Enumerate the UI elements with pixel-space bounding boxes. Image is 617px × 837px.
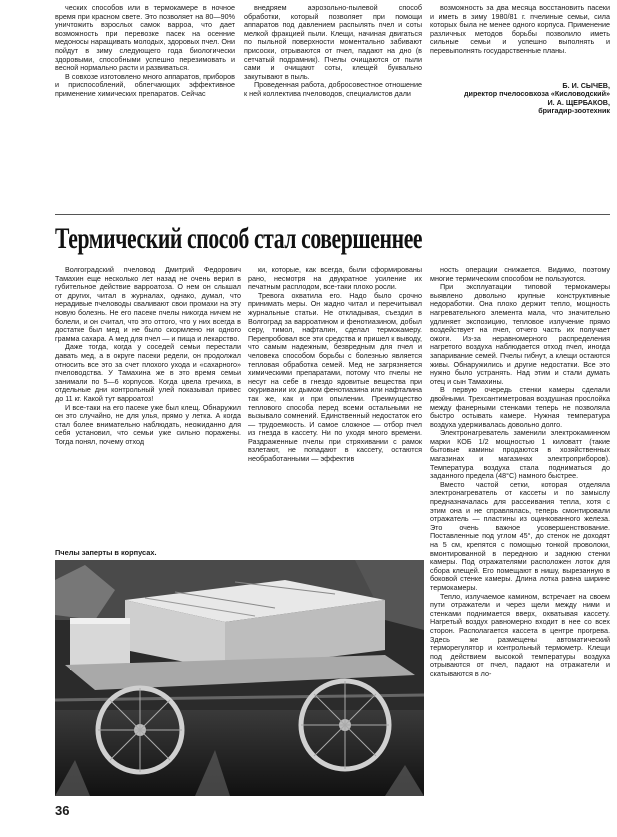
article-column-2	[248, 266, 422, 464]
paragraph: Даже тогда, когда у соседей семьи перестали давать мед, а в округе пасеки редели, он продолжал относить все это за счет плохого ухода и «сахарного» пчеловодства. У Тамахина же в это время семьи занимали по 5—6 корпусов. Когда цвела гречиха, в отдельные дни контрольный улей показывал привес до 11 кг. Какой тут варроатоз!	[55, 342, 241, 403]
paragraph: Вместо частой сетки, которая отделяла электронагреватель от кассеты и по замыслу предназначалась для рассеивания тепла, хотя с этим она и не справлялась, теперь смонтировали отражатель — пластины из оцинкованного железа. Это очень важное усовершенствование. Поставленные под углом 45°, до стенок не доходят на 5 см, крепятся с помощью тонкой проволоки, вмонтированной в переднюю и заднюю стенки камеры. Под отражателями расположен лоток для сбора клещей. Его помещают в нишу, вырезанную в боковой стенке камеры. Длина лотка равна ширине термокамеры.	[430, 479, 610, 592]
article-headline: Термический способ стал совершеннее	[55, 222, 423, 255]
top-column-1	[55, 4, 235, 99]
cart-wheel-right	[301, 681, 389, 769]
paragraph: ки, которые, как всегда, были сформированы рано, несмотря на двукратное усиление их печатным расплодом, все-таки плохо росли.	[248, 265, 422, 292]
signature-name-2: И. А. ЩЕРБАКОВ,	[547, 97, 610, 107]
page-number: 36	[55, 803, 70, 818]
signature-role-1: директор пчелосовхоза «Кисловодский»	[463, 89, 610, 99]
paragraph: ческих способов или в термокамере в ночное время при красном свете. Это позволяет на 80—90% уничтожить взрослых самок варроа, что дает возможность при перевозке пасек на осенние медоносы наращивать молодых, здоровых пчел. Они пойдут в зиму следующего года биологически здоровыми, способными успешно перезимовать и весной нормально расти и развиваться.	[55, 3, 235, 73]
paragraph: Тревога охватила его. Надо было срочно принимать меры. Он жадно читал и перечитывал журнальные статьи. Не откладывая, съездил в Волгоград за варроатином и фенотиазином, добыл серу, тимол, нафталин, сделал термокамеру. Перепробовал все эти средства и пришел к выводу, что самым надежным, безвредным для пчел и человека способом борьбы с болезнью является тепловая обработка семей. Мед не загрязняется химическими препаратами, потому что пчелы не несут на себе в гнездо ядовитые вещества при окуривании их дымом фенотиазина или нафталина так же, как и при опылении. Преимущество теплового способа перед всеми остальными не вызывало сомнений. Единственный недостаток его — трудоемкость. И самое сложное — отбор пчел из гнезда в кассету. Ни по уходя много времени. Раздраженные пчелы при стряхивании с рамок взлетают, не попадают в кассету, остаются необработанными — эффектив	[248, 290, 422, 464]
paragraph: Тепло, излучаемое камином, встречает на своем пути отражатели и через щели между ними и стенками поднимается вверх, охватывая кассету. Нагретый воздух равномерно входит в нее со всех сторон. Располагается кассета в центре прогрева. Здесь же размещены автоматический терморегулятор и контрольный термометр. Клещи под действием высокой температуры воздуха отрываются от пчел, падают на отражатели и скатываются в ло-	[430, 591, 610, 678]
paragraph: В совхозе изготовлено много аппаратов, приборов и приспособлений, облегчающих эффективное применение химических препаратов. Сейчас	[55, 71, 235, 98]
beehive-photo	[55, 560, 424, 796]
photo-caption: Пчелы заперты в корпусах.	[55, 548, 157, 557]
top-column-3	[430, 4, 610, 116]
signature-role-2: бригадир-зоотехник	[538, 106, 610, 116]
signature-block	[430, 82, 610, 116]
article-column-1	[55, 266, 241, 446]
article-column-3	[430, 266, 610, 679]
section-divider	[55, 214, 610, 215]
paragraph: В первую очередь стенки камеры сделали двойными. Трехсантиметровая воздушная прослойка между фанерными стенками теперь не позволяла быстро остывать камере. Нужная температура воздуха удерживалась довольно долго.	[430, 385, 610, 429]
paragraph: Проведенная работа, добросовестное отношение к ней коллектива пчеловодов, специалистов дали	[244, 80, 422, 98]
paragraph: Волгоградский пчеловод Дмитрий Федорович Тамахин еще несколько лет назад не очень верил в губительное действие варроатоза. О нем он слышал от других, читал в журналах, однако, думал, что нерадивые пчеловоды сваливают свои промахи на эту новую болезнь. Не его пасеке пчелы никогда ничем не болели, и он считал, что это оттого, что у них всегда в достатке был мед и не было скормлено ни одного грамма сахара. А мед для пчел — и пища и лекарство.	[55, 265, 241, 343]
paragraph: И все-таки на его пасеке уже был клещ. Обнаружил он это случайно, не для улья, прямо у летка. А когда стал более внимательно наблюдать, неожиданно для себя установил, что семьи уже сильно поражены. Тогда понял, почему отход	[55, 402, 241, 446]
top-column-2	[244, 4, 422, 99]
paragraph: Электронагреватель заменили электрокаминном марки КОБ 1/2 мощностью 1 киловатт (такие бытовые камины продаются в хозяйственных магазинах и магазинах электроприборов). Температура воздуха стала подниматься до заданного предела (48°С) намного быстрее.	[430, 428, 610, 481]
paragraph: При эксплуатации типовой термокамеры выявлено довольно крупные конструктивные недоработки. Она плохо держит тепло, мощность нагревательного элемента мала, что значительно удлиняет экспозицию, тепловое излучение прямо воздействует на пчел, отчего часть их получает ожоги. Из-за неравномерного распределения нагретого воздуха наблюдается отход пчел, иногда запаривание семей. Пчелы гибнут, а клещи остаются живы. Обнаружились и другие недостатки. Все это нужно было устранять. Над этим и стали думать отец и сын Тамахины.	[430, 282, 610, 386]
paragraph: ность операции снижается. Видимо, поэтому многие термическим способом не пользуются.	[430, 265, 610, 283]
paragraph: возможность за два месяца восстановить пасеки и иметь в зиму 1980/81 г. пчелиные семьи, сила которых была не менее одного корпуса. Применение различных методов борьбы позволило иметь сильные семьи и успешно выполнять и перевыполнять государственные планы.	[430, 3, 610, 55]
cart-wheel-left	[98, 688, 182, 772]
paragraph: внедряем аэрозольно-пылевой способ обработки, который позволяет при помощи аппаратов под давлением распылять пчел и соты мелкой фракцией пыли. Клещи, начиная двигаться по пыльной поверхности моментально забивают присоски, отрываются от пчел, падают на дно (в сетчатый подрамник). Пчелы очищаются от пыли сами и очищают соты, клещей буквально закутывают в пыль.	[244, 3, 422, 81]
signature-name-1: Б. И. СЫЧЕВ,	[562, 80, 610, 90]
